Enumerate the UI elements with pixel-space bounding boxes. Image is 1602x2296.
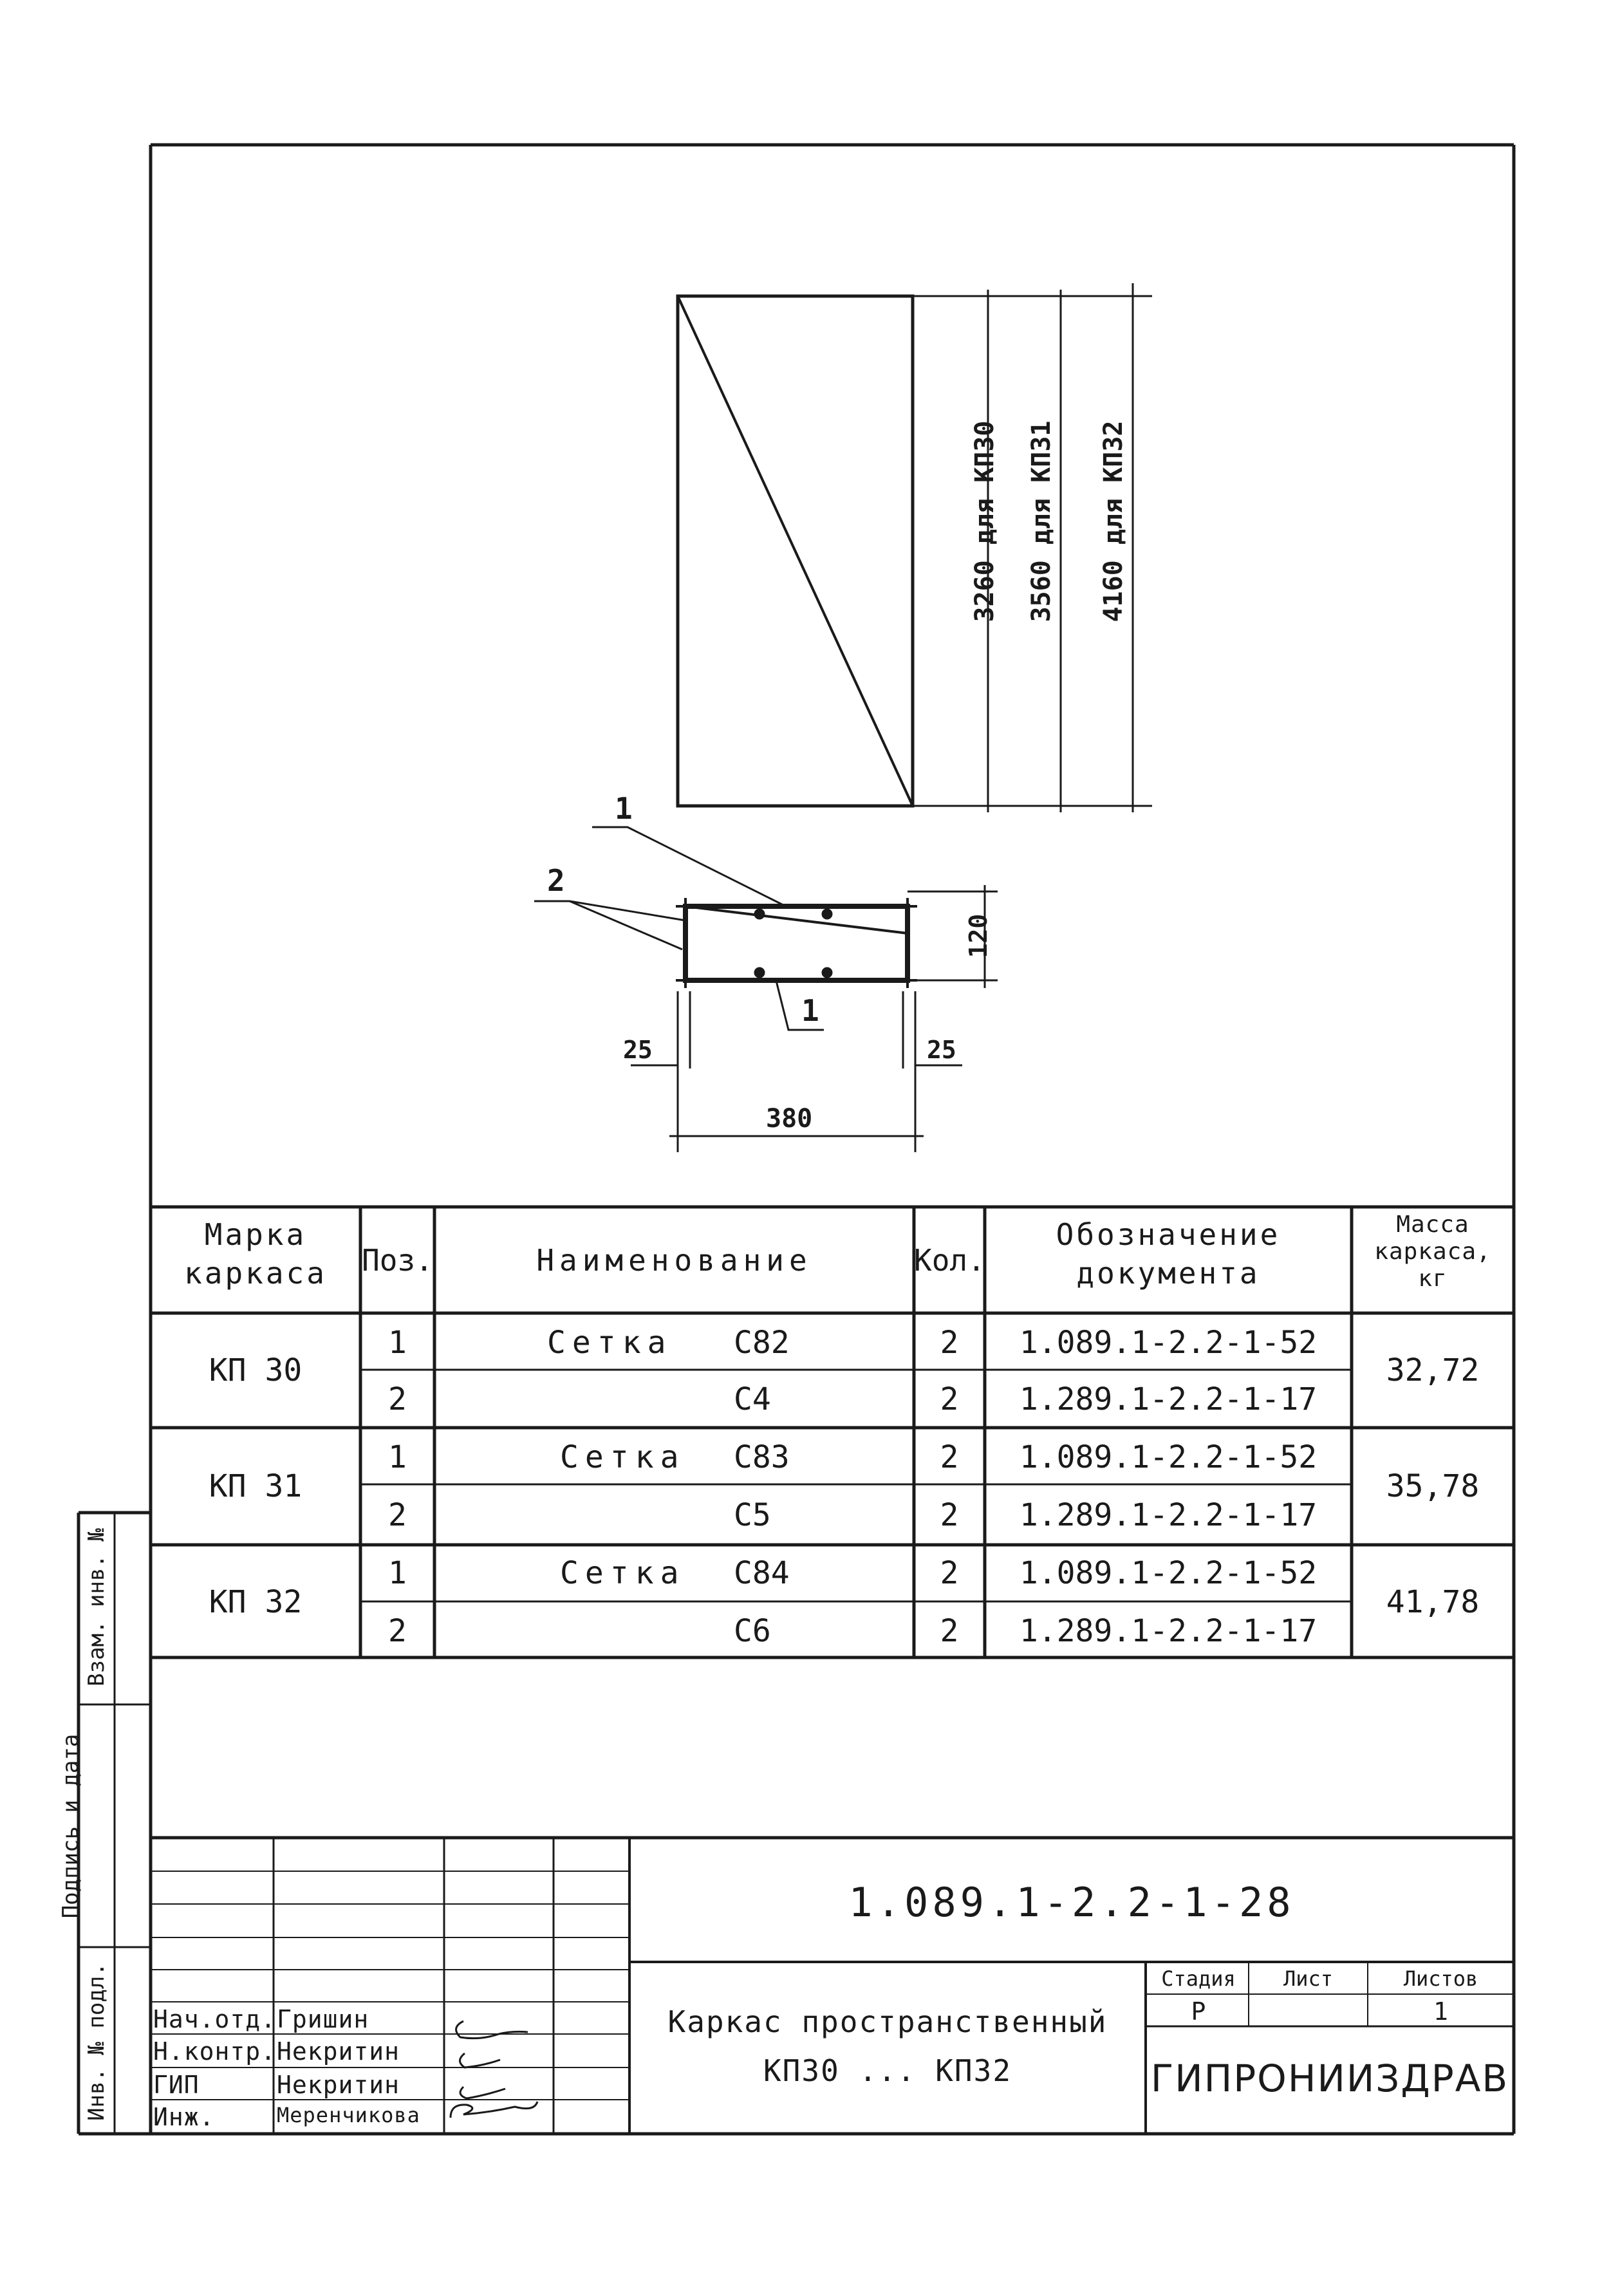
sheets-value: 1 [1433,1997,1448,2026]
header-name: Наименование [536,1243,812,1278]
row-kp31-1-doc: 1.089.1-2.2-1-52 [1019,1439,1318,1475]
callout-1-top: 1 [615,791,633,826]
staff-role-3: ГИП [153,2071,200,2099]
header-pos: Поз. [362,1243,433,1278]
header-mass: Масса каркаса, кг [1374,1211,1491,1292]
group-kp30-mass: 32,72 [1386,1352,1480,1388]
frame-elevation [678,296,913,806]
signatures [451,2021,537,2118]
row-kp30-1-code: С82 [734,1325,790,1361]
staff-name-3: Некритин [277,2071,400,2099]
organization-name: ГИПРОНИИЗДРАВ [1150,2057,1509,2100]
row-kp32-2-qty: 2 [940,1613,959,1649]
header-mark: Марка каркаса [184,1217,327,1291]
header-doc: Обозначение документа [1056,1217,1281,1291]
dim-25-right: 25 [927,1036,956,1064]
group-kp31-mark: КП 31 [209,1468,303,1504]
group-kp32-mass: 41,78 [1386,1584,1480,1620]
staff-role-4: Инж. [153,2103,215,2131]
side-inv-original: Инв. № подл. [84,1963,109,2121]
dim-height-kp32: 4160 для КП32 [1099,420,1128,622]
row-kp32-2-pos: 2 [388,1613,407,1649]
staff-name-1: Гришин [277,2005,369,2033]
sheets-label: Листов [1403,1966,1478,1991]
row-kp31-1-qty: 2 [940,1439,959,1475]
dim-height-kp31: 3560 для КП31 [1027,420,1056,622]
row-kp32-2-doc: 1.289.1-2.2-1-17 [1019,1613,1318,1649]
group-kp32-mark: КП 32 [209,1584,303,1620]
staff-role-1: Нач.отд. [153,2005,277,2033]
document-title: Каркас пространственный КП30 ... КП32 [667,2004,1108,2088]
row-kp31-2-pos: 2 [388,1497,407,1533]
dim-120: 120 [964,913,992,958]
row-kp31-1-name: Сетка [560,1439,685,1475]
stage-label: Стадия [1161,1966,1236,1991]
side-sign-date: Подпись и дата [58,1733,84,1919]
row-kp30-2-code: С4 [734,1381,771,1417]
callout-2: 2 [547,863,565,898]
row-kp31-2-doc: 1.289.1-2.2-1-17 [1019,1497,1318,1533]
group-kp30-mark: КП 30 [209,1352,303,1388]
row-kp32-1-name: Сетка [560,1555,685,1591]
stage-value: Р [1191,1997,1206,2026]
row-kp32-1-pos: 1 [388,1555,407,1591]
document-number: 1.089.1-2.2-1-28 [848,1879,1295,1926]
row-kp31-2-code: С5 [734,1497,771,1533]
frame-cross-section [676,898,917,988]
sheet-label: Лист [1283,1966,1334,1991]
row-kp31-1-pos: 1 [388,1439,407,1475]
row-kp30-1-name: Сетка [547,1325,673,1361]
row-kp32-2-code: С6 [734,1613,771,1649]
row-kp30-2-doc: 1.289.1-2.2-1-17 [1019,1381,1318,1417]
dim-380: 380 [766,1104,813,1134]
row-kp30-1-doc: 1.089.1-2.2-1-52 [1019,1325,1318,1361]
callout-1-bottom: 1 [801,993,819,1028]
row-kp31-1-code: С83 [734,1439,790,1475]
row-kp30-2-pos: 2 [388,1381,407,1417]
row-kp30-1-qty: 2 [940,1325,959,1361]
staff-name-2: Некритин [277,2037,400,2066]
staff-name-4: Меренчикова [277,2103,420,2127]
row-kp32-1-qty: 2 [940,1555,959,1591]
row-kp30-2-qty: 2 [940,1381,959,1417]
dim-25-left: 25 [623,1036,653,1064]
dim-height-kp30: 3260 для КП30 [970,420,1000,622]
staff-role-2: Н.контр. [153,2037,277,2066]
row-kp32-1-doc: 1.089.1-2.2-1-52 [1019,1555,1318,1591]
row-kp30-1-pos: 1 [388,1325,407,1361]
row-kp32-1-code: С84 [734,1555,790,1591]
side-inv-replace: Взам. инв. № [84,1528,109,1686]
header-qty: Кол. [914,1243,985,1278]
row-kp31-2-qty: 2 [940,1497,959,1533]
group-kp31-mass: 35,78 [1386,1468,1480,1504]
